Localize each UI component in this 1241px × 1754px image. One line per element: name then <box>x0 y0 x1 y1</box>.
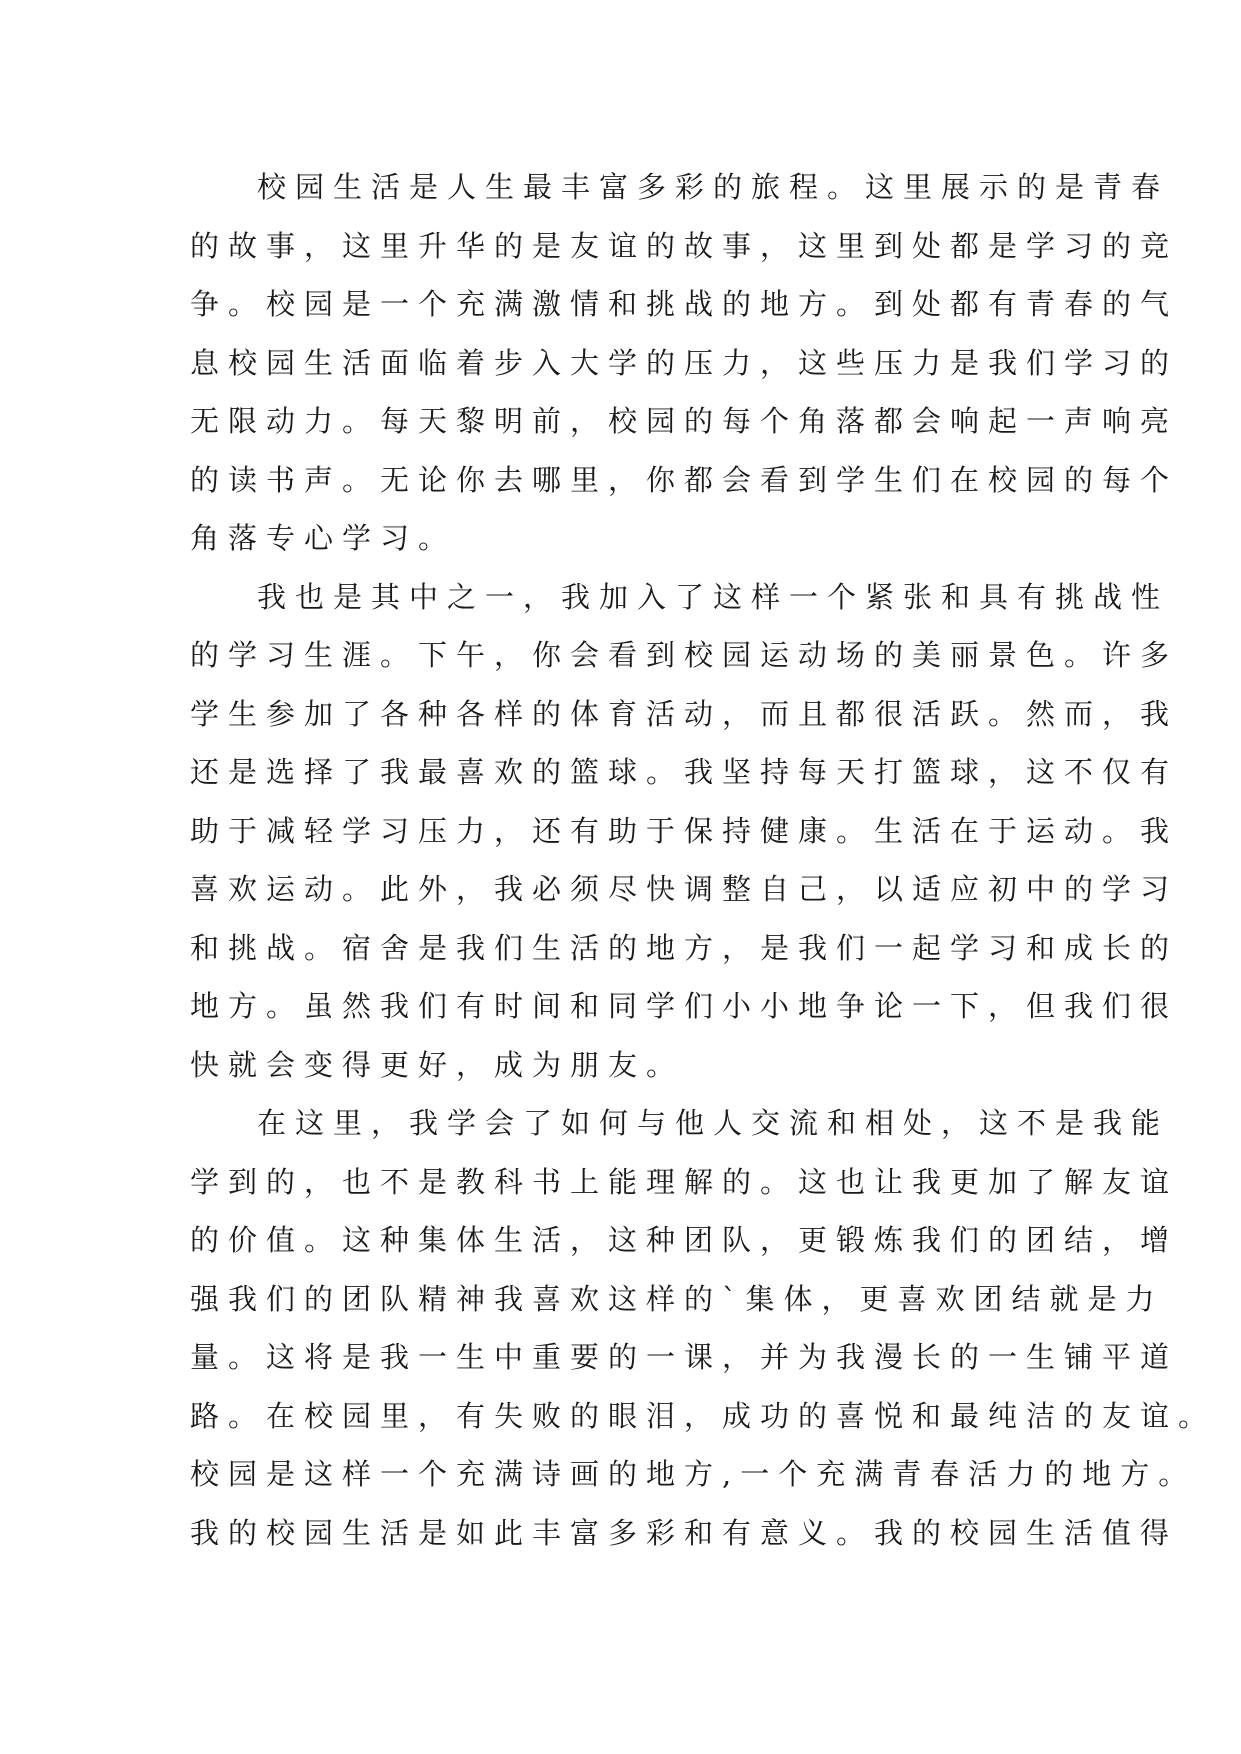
paragraph-3-line: 强我们的团队精神我喜欢这样的`集体，更喜欢团结就是力 <box>190 1281 1164 1316</box>
paragraph-3-line: 在这里，我学会了如何与他人交流和相处，这不是我能 <box>257 1106 1170 1140</box>
paragraph-1 <box>190 158 1179 568</box>
paragraph-2-line: 助于减轻学习压力，还有助于保持健康。生活在于运动。我 <box>190 813 1179 848</box>
paragraph-3-line: 学到的，也不是教科书上能理解的。这也让我更加了解友谊 <box>190 1164 1179 1199</box>
paragraph-3 <box>190 1094 1217 1562</box>
paragraph-1-line: 争。校园是一个充满激情和挑战的地方。到处都有青春的气 <box>190 287 1179 321</box>
paragraph-3-line: 路。在校园里，有失败的眼泪，成功的喜悦和最纯洁的友谊。 <box>190 1398 1217 1433</box>
document-body <box>190 158 1217 1562</box>
paragraph-1-line: 的故事，这里升华的是友谊的故事，这里到处都是学习的竞 <box>190 228 1179 263</box>
paragraph-1-line: 息校园生活面临着步入大学的压力，这些压力是我们学习的 <box>190 345 1179 380</box>
paragraph-2-line: 我也是其中之一，我加入了这样一个紧张和具有挑战性 <box>257 579 1170 614</box>
paragraph-1-line: 的读书声。无论你去哪里，你都会看到学生们在校园的每个 <box>190 462 1179 497</box>
paragraph-3-line: 我的校园生活是如此丰富多彩和有意义。我的校园生活值得 <box>190 1515 1179 1550</box>
paragraph-1-line: 校园生活是人生最丰富多彩的旅程。这里展示的是青春 <box>257 170 1170 204</box>
paragraph-3-line: 的价值。这种集体生活，这种团队，更锻炼我们的团结，增 <box>190 1223 1179 1257</box>
paragraph-2-line: 快就会变得更好，成为朋友。 <box>190 1047 685 1082</box>
paragraph-2-line: 和挑战。宿舍是我们生活的地方，是我们一起学习和成长的 <box>190 930 1179 965</box>
paragraph-2-line: 的学习生涯。下午，你会看到校园运动场的美丽景色。许多 <box>190 638 1179 672</box>
paragraph-2-line: 学生参加了各种各样的体育活动，而且都很活跃。然而，我 <box>190 696 1179 731</box>
paragraph-1-line: 角落专心学习。 <box>190 521 457 555</box>
paragraph-2-line: 地方。虽然我们有时间和同学们小小地争论一下，但我们很 <box>190 989 1179 1023</box>
paragraph-1-line: 无限动力。每天黎明前，校园的每个角落都会响起一声响亮 <box>190 404 1179 438</box>
paragraph-2-line: 喜欢运动。此外，我必须尽快调整自己，以适应初中的学习 <box>190 872 1179 906</box>
paragraph-2 <box>190 568 1179 1095</box>
paragraph-2-line: 还是选择了我最喜欢的篮球。我坚持每天打篮球，这不仅有 <box>190 755 1179 789</box>
paragraph-3-line: 校园是这样一个充满诗画的地方,一个充满青春活力的地方。 <box>190 1457 1197 1491</box>
paragraph-3-line: 量。这将是我一生中重要的一课，并为我漫长的一生铺平道 <box>190 1340 1179 1374</box>
